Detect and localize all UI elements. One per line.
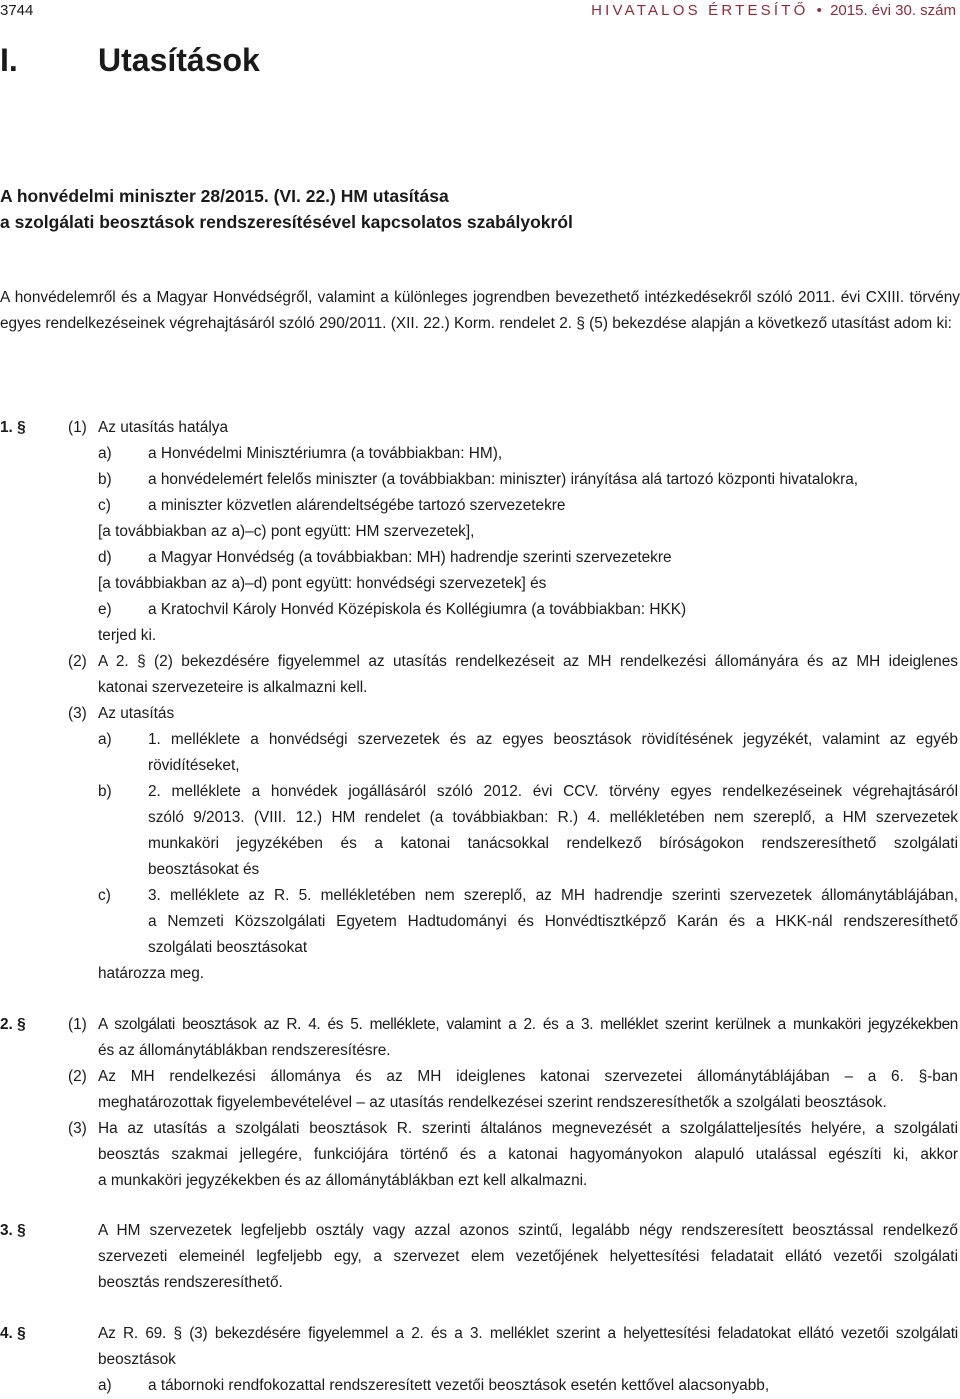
preamble: A honvédelemről és a Magyar Honvédségről, valamint a különleges jogrendben bevezethető intézkedésekről szóló 2011. évi CXIII. törvény egyes rendelkezéseinek végrehajtásáról szóló 290/2011. (XII. 22.) Korm. rendelet 2. § (5) bekezdése alapján a következő utasítást adom ki:: [0, 289, 960, 332]
p1-sub3-c-line2: a Nemzeti Közszolgálati Egyetem Hadtudományi és Honvédtisztképző Karán és a HKK-nál rendszeresíthető: [148, 913, 958, 930]
paragraph-1-number: 1. §: [0, 419, 26, 436]
p1-sub3-b-line4: beosztásokat és: [148, 861, 260, 878]
p1-sub2-line2: katonai szervezeteire is alkalmazni kell.: [98, 679, 368, 696]
p2-sub1-number: (1): [68, 1016, 87, 1033]
p1-sub3-c-line1: 3. melléklete az R. 5. mellékletében nem szereplő, az MH hadrendje szerinti szervezetek állománytáblájában,: [148, 887, 958, 904]
paragraph-4-number: 4. §: [0, 1325, 26, 1342]
p4-line2: beosztások: [98, 1351, 176, 1368]
p4-point-a-text: a tábornoki rendfokozattal rendszeresített vezetői beosztások esetén kettővel alacsonyabb,: [148, 1377, 770, 1394]
p1-sub1-number: (1): [68, 419, 87, 436]
p1-point-c-letter: c): [98, 497, 111, 514]
p1-sub3-text: Az utasítás: [98, 705, 175, 722]
p2-sub2-line2: meghatározottak figyelembevételével – az utasítás rendelkezései szerint rendszeresíthetők a szolgálati beosztások.: [98, 1094, 887, 1111]
journal-name: HIVATALOS ÉRTESÍTŐ: [591, 2, 809, 19]
p1-sub3-b-line3: munkaköri jegyzékében és a katonai tanácsokkal rendelkező bíróságokon rendszeresíthető szolgálati: [148, 835, 958, 852]
p1-sub3-c-letter: c): [98, 887, 111, 904]
p1-sub1-text: Az utasítás hatálya: [98, 419, 229, 436]
p1-sub3-b-line1: 2. melléklete a honvédek jogállásáról szóló 2012. évi CCV. törvény egyes rendelkezéseinek végrehajtásáról: [148, 783, 958, 800]
header-bullet: •: [816, 2, 822, 19]
p1-sub3-b-letter: b): [98, 783, 112, 800]
p1-point-b-letter: b): [98, 471, 112, 488]
p1-point-d-letter: d): [98, 549, 112, 566]
p1-terjed: terjed ki.: [98, 627, 157, 644]
p2-sub1-line1: A szolgálati beosztások az R. 4. és 5. melléklete, valamint a 2. és a 3. melléklet szerint kerülnek a munkaköri jegyzékekben: [98, 1016, 958, 1033]
p2-sub2-number: (2): [68, 1068, 87, 1085]
p3-line1: A HM szervezetek legfeljebb osztály vagy azzal azonos szintű, legalább négy rendszeresített beosztással rendelkező: [98, 1222, 958, 1239]
p2-sub3-number: (3): [68, 1120, 87, 1137]
section-number: I.: [0, 42, 18, 78]
p1-group-a-d: [a továbbiakban az a)–d) pont együtt: honvédségi szervezetek] és: [98, 575, 547, 592]
paragraph-2-number: 2. §: [0, 1016, 26, 1033]
p1-sub3-a-line1: 1. melléklete a honvédségi szervezetek és az egyes beosztások rövidítésének jegyzékét, valamint az egyéb: [148, 731, 958, 748]
p1-point-d-text: a Magyar Honvédség (a továbbiakban: MH) hadrendje szerinti szervezetekre: [148, 549, 672, 566]
document-title: [0, 183, 960, 235]
page-number: 3744: [0, 2, 34, 19]
p1-point-b-text: a honvédelemért felelős miniszter (a továbbiakban: miniszter) irányítása alá tartozó központi hivatalokra,: [148, 471, 859, 488]
p1-sub3-c-line3: szolgálati beosztásokat: [148, 939, 308, 956]
p1-sub3-a-line2: rövidítéseket,: [148, 757, 240, 774]
p1-hatarozza: határozza meg.: [98, 965, 205, 982]
p2-sub3-line1: Ha az utasítás a szolgálati beosztások R. szerinti általános megnevezését a szolgálatteljesítés helyére, a szolgálati: [98, 1120, 958, 1137]
p2-sub1-line2: és az állománytáblákban rendszeresítésre.: [98, 1042, 391, 1059]
p3-line3: beosztás rendszeresíthető.: [98, 1274, 283, 1291]
p2-sub3-line3: a munkaköri jegyzékekben és az állománytáblákban ezt kell alkalmazni.: [98, 1172, 588, 1189]
p1-point-c-text: a miniszter közvetlen alárendeltségébe tartozó szervezetekre: [148, 497, 566, 514]
issue-number: 2015. évi 30. szám: [830, 2, 956, 19]
title-line-1: A honvédelmi miniszter 28/2015. (VI. 22.) HM utasítása: [0, 186, 449, 206]
p2-sub3-line2: beosztás szakmai jellegére, funkciójára történő és a katonai hagyományokon alapuló utalással egészíti ki, akkor: [98, 1146, 958, 1163]
p1-point-a-letter: a): [98, 445, 112, 462]
journal-header: [591, 2, 956, 19]
p1-point-e-text: a Kratochvil Károly Honvéd Középiskola és Kollégiumra (a továbbiakban: HKK): [148, 601, 687, 618]
paragraph-3-number: 3. §: [0, 1222, 26, 1239]
p2-sub2-line1: Az MH rendelkezési állománya és az MH ideiglenes katonai szervezetei állománytáblájában – a 6. §-ban: [98, 1068, 958, 1085]
p3-line2: szervezeti elemeinél legfeljebb egy, a szervezet elem vezetőjének helyettesítési feladatait ellátó vezetői szolgálati: [98, 1248, 958, 1265]
p1-sub3-b-line2: szóló 9/2013. (VIII. 12.) HM rendelet (a továbbiakban: R.) 4. mellékletében nem szereplő, a HM szervezetek: [148, 809, 958, 826]
p1-sub3-a-letter: a): [98, 731, 112, 748]
section-title: Utasítások: [98, 42, 260, 78]
p4-point-a-letter: a): [98, 1377, 112, 1394]
p1-sub2-line1: A 2. § (2) bekezdésére figyelemmel az utasítás rendelkezéseit az MH rendelkezési állományára és az MH ideiglenes: [98, 653, 958, 670]
p1-group-a-c: [a továbbiakban az a)–c) pont együtt: HM szervezetek],: [98, 523, 475, 540]
p4-line1: Az R. 69. § (3) bekezdésére figyelemmel a 2. és a 3. melléklet szerint a helyettesítési feladatokat ellátó vezetői szolgálati: [98, 1325, 958, 1342]
p1-point-a-text: a Honvédelmi Minisztériumra (a továbbiakban: HM),: [148, 445, 503, 462]
p1-sub3-number: (3): [68, 705, 87, 722]
p1-sub2-number: (2): [68, 653, 87, 670]
p1-point-e-letter: e): [98, 601, 112, 618]
title-line-2: a szolgálati beosztások rendszeresítésével kapcsolatos szabályokról: [0, 212, 573, 232]
